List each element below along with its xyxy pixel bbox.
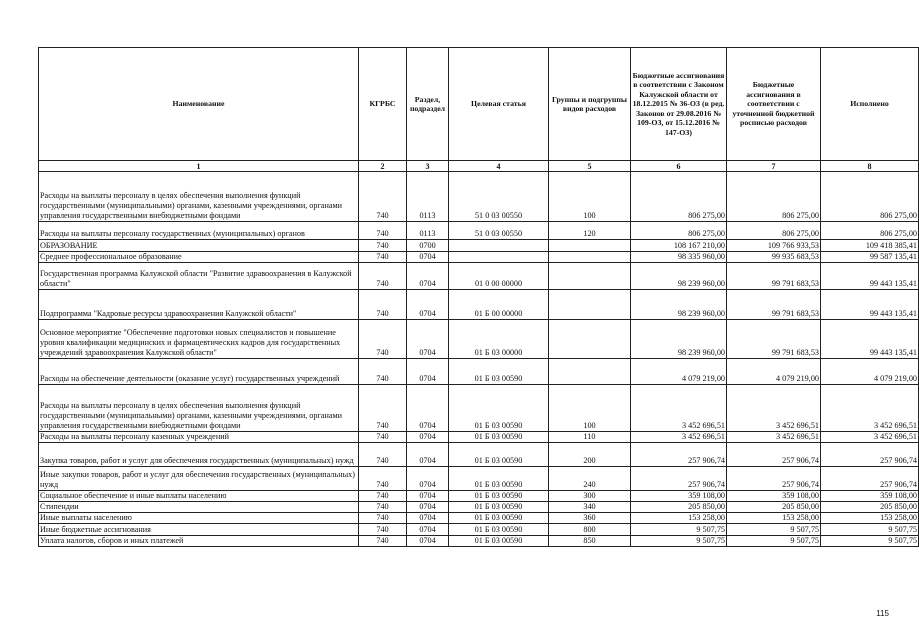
cell-group: 100 <box>549 172 631 222</box>
col-number: 7 <box>727 161 821 172</box>
cell-law: 153 258,00 <box>631 513 727 524</box>
cell-target: 01 Б 03 00000 <box>449 320 549 359</box>
cell-section: 0704 <box>407 467 449 491</box>
cell-done: 806 275,00 <box>821 172 919 222</box>
cell-group: 120 <box>549 222 631 240</box>
cell-section: 0704 <box>407 263 449 290</box>
table-row <box>39 290 919 320</box>
cell-kgrbs: 740 <box>359 222 407 240</box>
cell-section: 0700 <box>407 240 449 252</box>
cell-target: 01 Б 03 00590 <box>449 467 549 491</box>
cell-target: 01 Б 03 00590 <box>449 524 549 536</box>
cell-kgrbs: 740 <box>359 513 407 524</box>
table-row <box>39 524 919 536</box>
cell-law: 359 108,00 <box>631 491 727 502</box>
cell-group: 340 <box>549 502 631 513</box>
cell-law: 3 452 696,51 <box>631 432 727 443</box>
cell-list: 359 108,00 <box>727 491 821 502</box>
cell-done: 99 443 135,41 <box>821 320 919 359</box>
cell-list: 205 850,00 <box>727 502 821 513</box>
cell-name: Стипендии <box>39 502 359 513</box>
cell-name: Подпрограмма "Кадровые ресурсы здравоохранения Калужской области" <box>39 290 359 320</box>
header-name: Наименование <box>39 48 359 161</box>
cell-kgrbs: 740 <box>359 290 407 320</box>
cell-section: 0704 <box>407 513 449 524</box>
cell-kgrbs: 740 <box>359 467 407 491</box>
cell-section: 0704 <box>407 524 449 536</box>
cell-section: 0113 <box>407 222 449 240</box>
cell-section: 0704 <box>407 252 449 263</box>
cell-done: 9 507,75 <box>821 524 919 536</box>
cell-name: Государственная программа Калужской области "Развитие здравоохранения в Калужской области" <box>39 263 359 290</box>
cell-group: 240 <box>549 467 631 491</box>
cell-section: 0704 <box>407 491 449 502</box>
cell-done: 109 418 385,41 <box>821 240 919 252</box>
cell-target: 01 Б 03 00590 <box>449 432 549 443</box>
table-row <box>39 263 919 290</box>
table-row <box>39 320 919 359</box>
cell-kgrbs: 740 <box>359 524 407 536</box>
cell-group <box>549 252 631 263</box>
table-row <box>39 467 919 491</box>
cell-law: 9 507,75 <box>631 524 727 536</box>
cell-kgrbs: 740 <box>359 502 407 513</box>
cell-target: 01 Б 03 00590 <box>449 491 549 502</box>
cell-done: 257 906,74 <box>821 443 919 467</box>
cell-name: Социальное обеспечение и иные выплаты населению <box>39 491 359 502</box>
table-row <box>39 172 919 222</box>
page-number: 115 <box>876 609 889 618</box>
cell-law: 98 239 960,00 <box>631 290 727 320</box>
header-groups: Группы и подгруппы видов расходов <box>549 48 631 161</box>
cell-group: 360 <box>549 513 631 524</box>
cell-done: 99 443 135,41 <box>821 290 919 320</box>
cell-law: 98 239 960,00 <box>631 320 727 359</box>
col-number: 2 <box>359 161 407 172</box>
cell-list: 153 258,00 <box>727 513 821 524</box>
cell-done: 806 275,00 <box>821 222 919 240</box>
cell-kgrbs: 740 <box>359 252 407 263</box>
cell-law: 98 335 960,00 <box>631 252 727 263</box>
header-budget-list: Бюджетные ассигнования в соответствии с уточненной бюджетной росписью расходов <box>727 48 821 161</box>
cell-group <box>549 320 631 359</box>
cell-kgrbs: 740 <box>359 432 407 443</box>
cell-name: Основное мероприятие "Обеспечение подготовки новых специалистов и повышение уровня квалификации медицинских и фармацевтических кадров для государственных учреждений здравоохранения Калужской области" <box>39 320 359 359</box>
cell-law: 257 906,74 <box>631 443 727 467</box>
cell-list: 99 791 683,53 <box>727 290 821 320</box>
cell-group <box>549 263 631 290</box>
cell-target: 51 0 03 00550 <box>449 222 549 240</box>
cell-section: 0704 <box>407 536 449 547</box>
table-row <box>39 240 919 252</box>
cell-done: 359 108,00 <box>821 491 919 502</box>
cell-name: Расходы на выплаты персоналу казенных учреждений <box>39 432 359 443</box>
cell-done: 3 452 696,51 <box>821 385 919 432</box>
header-target: Целевая статья <box>449 48 549 161</box>
cell-law: 257 906,74 <box>631 467 727 491</box>
table-row <box>39 432 919 443</box>
table-row <box>39 502 919 513</box>
cell-name: Иные бюджетные ассигнования <box>39 524 359 536</box>
cell-list: 99 935 683,53 <box>727 252 821 263</box>
cell-list: 9 507,75 <box>727 524 821 536</box>
cell-group <box>549 290 631 320</box>
cell-target: 01 Б 03 00590 <box>449 443 549 467</box>
cell-law: 205 850,00 <box>631 502 727 513</box>
cell-list: 109 766 933,53 <box>727 240 821 252</box>
cell-group: 200 <box>549 443 631 467</box>
cell-done: 4 079 219,00 <box>821 359 919 385</box>
cell-list: 257 906,74 <box>727 443 821 467</box>
cell-group <box>549 240 631 252</box>
cell-kgrbs: 740 <box>359 491 407 502</box>
cell-list: 99 791 683,53 <box>727 263 821 290</box>
column-number-row <box>39 161 919 172</box>
cell-group: 300 <box>549 491 631 502</box>
cell-law: 98 239 960,00 <box>631 263 727 290</box>
cell-target: 01 Б 03 00590 <box>449 385 549 432</box>
cell-list: 257 906,74 <box>727 467 821 491</box>
cell-name: ОБРАЗОВАНИЕ <box>39 240 359 252</box>
col-number: 8 <box>821 161 919 172</box>
cell-section: 0704 <box>407 443 449 467</box>
cell-kgrbs: 740 <box>359 172 407 222</box>
cell-name: Иные закупки товаров, работ и услуг для обеспечения государственных (муниципальных) нужд <box>39 467 359 491</box>
table-header-row <box>39 48 919 161</box>
table-row <box>39 491 919 502</box>
col-number: 4 <box>449 161 549 172</box>
cell-target <box>449 240 549 252</box>
cell-list: 806 275,00 <box>727 172 821 222</box>
header-kgrbs: КГРБС <box>359 48 407 161</box>
cell-name: Среднее профессиональное образование <box>39 252 359 263</box>
cell-section: 0704 <box>407 502 449 513</box>
cell-name: Иные выплаты населению <box>39 513 359 524</box>
cell-name: Расходы на выплаты персоналу в целях обеспечения выполнения функций государственными (муниципальными) органами, казенными учреждениями, органами управления государственными внебюджетными фондами <box>39 172 359 222</box>
cell-kgrbs: 740 <box>359 240 407 252</box>
cell-done: 9 507,75 <box>821 536 919 547</box>
header-section: Раздел, подраздел <box>407 48 449 161</box>
cell-name: Расходы на обеспечение деятельности (оказание услуг) государственных учреждений <box>39 359 359 385</box>
cell-done: 99 443 135,41 <box>821 263 919 290</box>
col-number: 5 <box>549 161 631 172</box>
cell-name: Расходы на выплаты персоналу государственных (муниципальных) органов <box>39 222 359 240</box>
cell-target: 01 Б 03 00590 <box>449 536 549 547</box>
cell-name: Закупка товаров, работ и услуг для обеспечения государственных (муниципальных) нужд <box>39 443 359 467</box>
cell-group: 800 <box>549 524 631 536</box>
cell-target: 01 Б 03 00590 <box>449 513 549 524</box>
cell-section: 0704 <box>407 320 449 359</box>
cell-law: 806 275,00 <box>631 172 727 222</box>
cell-list: 3 452 696,51 <box>727 432 821 443</box>
cell-list: 3 452 696,51 <box>727 385 821 432</box>
table-body <box>39 172 919 547</box>
cell-done: 3 452 696,51 <box>821 432 919 443</box>
cell-kgrbs: 740 <box>359 536 407 547</box>
col-number: 1 <box>39 161 359 172</box>
table-row <box>39 513 919 524</box>
cell-law: 9 507,75 <box>631 536 727 547</box>
cell-target <box>449 252 549 263</box>
cell-section: 0113 <box>407 172 449 222</box>
cell-section: 0704 <box>407 385 449 432</box>
cell-list: 99 791 683,53 <box>727 320 821 359</box>
cell-kgrbs: 740 <box>359 385 407 432</box>
header-executed: Исполнено <box>821 48 919 161</box>
cell-name: Уплата налогов, сборов и иных платежей <box>39 536 359 547</box>
cell-list: 806 275,00 <box>727 222 821 240</box>
cell-law: 108 167 210,00 <box>631 240 727 252</box>
cell-target: 01 Б 00 00000 <box>449 290 549 320</box>
cell-target: 01 Б 03 00590 <box>449 359 549 385</box>
col-number: 3 <box>407 161 449 172</box>
cell-section: 0704 <box>407 432 449 443</box>
cell-target: 01 Б 03 00590 <box>449 502 549 513</box>
cell-section: 0704 <box>407 290 449 320</box>
header-budget-law: Бюджетные ассигнования в соответствии с Законом Калужской области от 18.12.2015 № 36-ОЗ (в ред. Законов от 29.08.2016 № 109-ОЗ, от 15.12.2016 № 147-ОЗ) <box>631 48 727 161</box>
cell-group: 110 <box>549 432 631 443</box>
cell-done: 205 850,00 <box>821 502 919 513</box>
table-row <box>39 252 919 263</box>
col-number: 6 <box>631 161 727 172</box>
cell-target: 51 0 03 00550 <box>449 172 549 222</box>
cell-target: 01 0 00 00000 <box>449 263 549 290</box>
budget-table <box>38 47 919 547</box>
cell-kgrbs: 740 <box>359 443 407 467</box>
cell-section: 0704 <box>407 359 449 385</box>
cell-law: 806 275,00 <box>631 222 727 240</box>
cell-group <box>549 359 631 385</box>
cell-name: Расходы на выплаты персоналу в целях обеспечения выполнения функций государственными (муниципальными) органами, казенными учреждениями, органами управления государственными внебюджетными фондами <box>39 385 359 432</box>
cell-done: 257 906,74 <box>821 467 919 491</box>
cell-group: 100 <box>549 385 631 432</box>
cell-done: 99 587 135,41 <box>821 252 919 263</box>
table-row <box>39 443 919 467</box>
table-row <box>39 536 919 547</box>
cell-kgrbs: 740 <box>359 359 407 385</box>
cell-kgrbs: 740 <box>359 263 407 290</box>
table-row <box>39 359 919 385</box>
table-row <box>39 222 919 240</box>
cell-kgrbs: 740 <box>359 320 407 359</box>
cell-law: 3 452 696,51 <box>631 385 727 432</box>
cell-done: 153 258,00 <box>821 513 919 524</box>
cell-group: 850 <box>549 536 631 547</box>
cell-list: 4 079 219,00 <box>727 359 821 385</box>
cell-law: 4 079 219,00 <box>631 359 727 385</box>
cell-list: 9 507,75 <box>727 536 821 547</box>
table-row <box>39 385 919 432</box>
